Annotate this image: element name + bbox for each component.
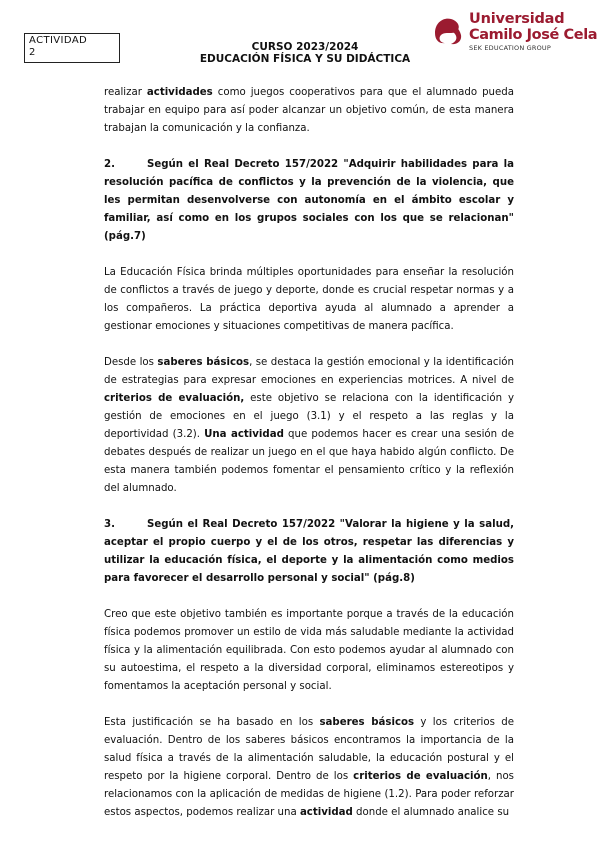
p2b-bold-3: Una actividad [204, 429, 284, 440]
p2b-text-1: Desde los [104, 357, 158, 368]
activity-number: 2 [29, 47, 36, 58]
course-header [150, 41, 460, 65]
question-3 [104, 516, 514, 588]
p2b-text-3: este objetivo se relaciona con la identificación y gestión de emociones en el juego (3.1) y el respeto a las reglas y la deportividad (3.2). [104, 393, 515, 440]
paragraph-3b [104, 714, 514, 822]
p3b-text-2: y los criterios de evaluación. Dentro de los saberes básicos encontramos la importancia de la salud física a través de la alimentación saludable, la educación postural y el respeto por la higiene corporal. Dentro de los [104, 717, 514, 782]
p2b-bold-1: saberes básicos [157, 357, 250, 368]
activity-box [24, 33, 120, 63]
logo-line-1: Universidad [469, 11, 565, 27]
p3b-bold-3: actividad [299, 807, 353, 818]
question-2-text: Según el Real Decreto 157/2022 "Adquirir habilidades para la resolución pacífica de conflictos y la prevención de la violencia, que les permitan desenvolverse con autonomía en el ámbito escolar y familiar, así como en los grupos sociales con los que se relacionan" (pág.7) [104, 159, 514, 242]
paragraph-3a: Creo que este objetivo también es importante porque a través de la educación física podemos promover un estilo de vida más saludable mediante la actividad física y la alimentación equilibrada. Con esto podemos ayudar al alumnado con su autoestima, el respeto a la diversidad corporal, eliminamos estereotipos y fomentamos la aceptación personal y social. [104, 609, 514, 692]
course-year: CURSO 2023/2024 [251, 41, 359, 53]
intro-text-1: realizar [104, 87, 147, 98]
p2b-text-2: , se destaca la gestión emocional y la identificación de estrategias para expresar emociones en experiencias motrices. A nivel de [104, 357, 514, 386]
question-2-number: 2. [104, 159, 115, 170]
university-logo-icon [431, 13, 465, 47]
question-3-number: 3. [104, 519, 115, 530]
logo-line-3: SEK EDUCATION GROUP [469, 44, 551, 52]
p2b-text-4: que podemos hacer es crear una sesión de debates después de realizar un juego en el que haya habido algún conflicto. De esta manera también podemos fomentar el pensamiento crítico y la reflexión del alumnado. [104, 429, 514, 494]
intro-paragraph [104, 84, 514, 138]
p3b-text-4: donde el alumnado analice su [352, 807, 510, 818]
paragraph-2a: La Educación Física brinda múltiples oportunidades para enseñar la resolución de conflictos a través de juego y deporte, donde es crucial respetar normas y a los compañeros. La práctica deportiva ayuda al alumnado a aprender a gestionar emociones y situaciones competitivas de manera pacífica. [104, 267, 514, 332]
university-logo [431, 11, 596, 66]
paragraph-2b [104, 354, 514, 498]
p3b-bold-1: saberes básicos [319, 717, 415, 728]
intro-bold-1: actividades [146, 87, 213, 98]
intro-text-2: como juegos cooperativos para que el alumnado pueda trabajar en equipo para así poder alcanzar un objetivo común, de esta manera trabajan la comunicación y la confianza. [104, 87, 514, 134]
question-3-text: Según el Real Decreto 157/2022 "Valorar la higiene y la salud, aceptar el propio cuerpo y el de los otros, respetar las diferencias y utilizar la educación física, el deporte y la alimentación como medios para favorecer el desarrollo personal y social" (pág.8) [104, 519, 514, 584]
activity-label: ACTIVIDAD [29, 35, 88, 46]
document-body [104, 84, 514, 822]
logo-line-2: Camilo José Cela [469, 27, 598, 43]
question-2 [104, 156, 514, 246]
p3b-text-3: , nos relacionamos con la aplicación de medidas de higiene (1.2). Para poder reforzar estos aspectos, podemos realizar una [104, 771, 514, 818]
subject-title: EDUCACIÓN FÍSICA Y SU DIDÁCTICA [199, 53, 411, 65]
p3b-text-1: Esta justificación se ha basado en los [104, 717, 320, 728]
p2b-bold-2: criterios de evaluación, [104, 393, 245, 404]
p3b-bold-2: criterios de evaluación [353, 771, 488, 782]
